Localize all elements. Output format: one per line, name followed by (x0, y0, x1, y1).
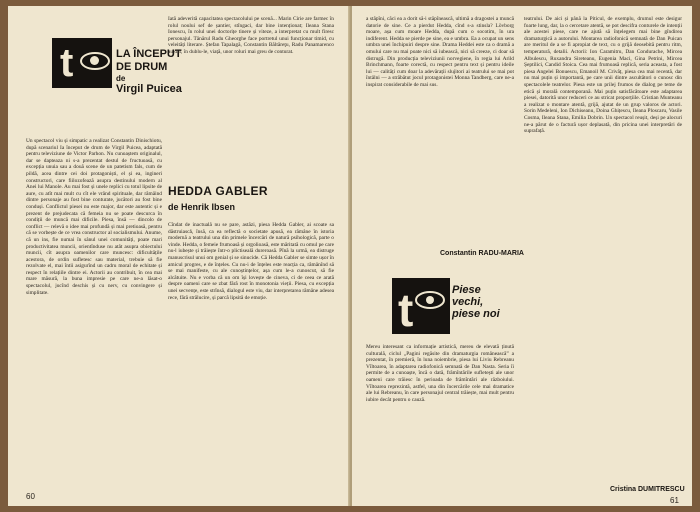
rubric-line-3: de (116, 74, 126, 83)
hedda-title: HEDDA GABLER (168, 184, 268, 198)
right-column-2: teatrului. De aici și până la Piticul, de exemplu, drumul este desigur foarte lung, dar, la o cercetare atentă, se pot descifra conturele de intenții ale acestei piese, care ne ajută să înțelegem mai bine gîndirea dramaturgică a autorului. Montarea radiofonică semnată de Dan Puican are meritul de a se fi apropiat de text, cu o grijă deosebită pentru ritm, temperatură, detalii. Actorii: Ion Caramitru, Dan Condurache, Mircea Albulescu, Ruxandra Sireteanu, Eugenia Maci, Gina Petrini, Mircea Șeptilici, Candid Stoica. Cea mai frumoasă replică, seria aceasta, a fost piesa Angelei Bonuescu, Emanoil M. Crivăț, piesa cea mai recentă, dar nu mai puțin și importantă, pe care unii dintre ascultători o cunosc din spectacolele teatrelor. Piesa este un prilej frumos de dialog pe teme de etică și morală contemporană. Mai puțin satisfăcătoare este adaptarea piesei, datorită unor reduceri ce au stricat proporțiile. Cristian Munteanu a realizat o montare atentă, grijă, ajutat de un grup valoros de actori. Sorin Medeleni, Ion Dichiseanu, Doina Ghițescu, Ileana Ploscaru, Vasile Cosma, Ileana Stana, Emilia Dobrin. Un spectacol reușit, deși pe alocuri ne-a părut de o factură ușor deplasată, din pricina unei interpretări de suprafață. (524, 16, 682, 135)
pvn-title: Piese vechi, piese noi (452, 284, 500, 320)
rubric-line-2: DE DRUM (116, 61, 168, 73)
hedda-byline: de Henrik Ibsen (168, 202, 236, 212)
right-column-1-body: Mereu interesant ca informație artistică, mereu de elevată ținută culturală, ciclul „Pagini regăsite din dramaturgia românească” a prezentat, în premieră, în luna noiembrie, piesa lui Liviu Rebreanu Vîltoarea, în adaptarea radiofonică semnată de Dan Nasta. Seria îi permite de a cunoaște, încă o dată, frămîntările sufletești ale unor oameni care trăiesc în perioada de frămîntări ale războiului. Vîltoarea reprezintă, astfel, una din încercările cele mai dramatice ale lui Rebreanu, în care personajul central trăiește, mai mult pentru iubire decât pentru o cauză. (366, 344, 514, 403)
pvn-graphic-icon (392, 278, 450, 334)
rubric-line-4: Virgil Puicea (116, 83, 182, 95)
author-radu-maria: Constantin RADU-MARIA (440, 250, 524, 257)
left-column-2-body: Cîndat de inactualâ nu se pare, astăzi, piesa Hedda Gabler, ai scoate sa dăstruiascå, însă, ca ea reflectă o societate apusă, ea rămâne în istoria modernă a teatrului una din primele încercări de natură psihologică, parte o vinde. Hedda, o femeie frumoasă și orgolioasă, este măritată cu omul pe care nu-l iubește și trăiește într-o plictiseală dureroasă. Pînă la urmă, ea distruge manuscrisul unui om genial și se sinucide. Că Hedda Gabler se simte ușor în amicul progres, e de înțeles. Cu nu-i de înțeles este reacția ca, rămânînd să se mai manifeste, cu ale cunoștințelor, așa cum le-a cunoscut, să fie alcătuite. Nu e vorba că un om își lovește de cineva, ci de ceea ce arată despre oameni care se zbat fără rost în monotonia vieții. Piesa, cu excepția unei secvențe, este strînsă, dialogul este viu, dar interpretarea rămâne adesea rece, fără strălucire, și parcă lipsită de emoție. (168, 222, 334, 301)
eye-icon (80, 52, 110, 70)
left-column-1: Un spectacol viu și simpatic a realizat Constantin Dinischiotu, după scenariul Ia început de drum de Virgil Puicea, adaptată pentru televiziune de Victor Parhon. Nu cunoaștem originalul, dar se dapteaza ni s-a prezentat destul de fructuoasă, cu excepția unuia sau a două scene de un patetism fals, cum de pildă, acea dintre cei doi protagoniști, el și ea, ingineri constructori, care fiilozofează asupra destinului modern al Anei lui Manole. Au mai fost și unele replici cu totul lipsite de aure, cu atît mai mult cu cît ele vrând spirituale, dar rămâind dintre personaje au fost bine conturate, jucători au fost bine conduși. Conflictul piesei nu este major, dar este autentic și e prezent de prejudecata că femeia nu se poate descurca în condiții de muncă mai dificile. Piesa, însă — dincolo de conflict — relevă o idee mai profundă și mai pretioasă, pentru că se vorbește de ce vrea constructor al socialismului. Anume, că un ins, fie numai în sânul unei comunități, poate mari productivitatea muncii, orientînduse nu atât asupra obiectului muncii, cît asupra oamenilor care muncesc: dificultățile acestora, de ordin sufletesc sau material, trebuie să fie rezolvate el, mai întii asigurînd un cadru moral de echitate și respect în relațiile dintre ei. Actorii au contribuit, în cea mai mare măsură, la buna impresie pe care ne-a lăsat-o spectacolul, jucînd deschis și cu nerv, cu convingere și simplitate. (26, 138, 162, 296)
tv-letter-t-icon: t (60, 41, 74, 85)
right-page-number: 61 (670, 496, 679, 505)
svg-text:t: t (398, 284, 414, 334)
author-dumitrescu: Cristina DUMITRESCU (610, 486, 685, 493)
left-page-number: 60 (26, 492, 35, 501)
left-column-2-top: Iată adeverită capacitatea spectacolului pe scenă... Marin Cirie are farmec în rolul noului sef de șantier, stîngaci, dar bine intenționat; Ileana Stana Ionescu, în rolul unei doctorițe tinere și viteze, a interpretat cu mult firesc personajul. Tânărul Radu Gheorghe face portretul unui funcționar timid, cu veleități literare. Ștefan Tapalagă, Constantin Băltăreţu, Radu Panamarenco au dat, în dublu-le, viață, unor roluri mai greu de conturat. (168, 16, 334, 55)
right-column-1-top: a stăpîni, căci ea a dorit să-i stăpînească, ultimă a dragostei a muncă datorie de sine. Ce a pierdut Hedda, cînd s-a stinsla? Lövborg moare, așa cum moare Hedda, după cum o socotim, în ura indiferent. Hedda se pierde pe sine, ea e umbra. Ea a ocupat un sens umbra unei închipuiri despre sine. Drama Heddei este ca o dramă a omului care nu mai poate nici să iubească, nici să creeze, ci doar să distrugă. Din producția televiziunii norvegiene, în regia lui Arild Brinchmann, foarte corectă, cu respect pentru text și pentru ideile lui — calități cum doar la adevărații slujitori ai teatrului se mai pot întâlni — a străbătut jocul protagonistei Monna Tandberg, care ne-a inspirat considerabile de mai sus. (366, 16, 514, 88)
rubric-line-1: LA ÎNCEPUT (116, 48, 182, 60)
